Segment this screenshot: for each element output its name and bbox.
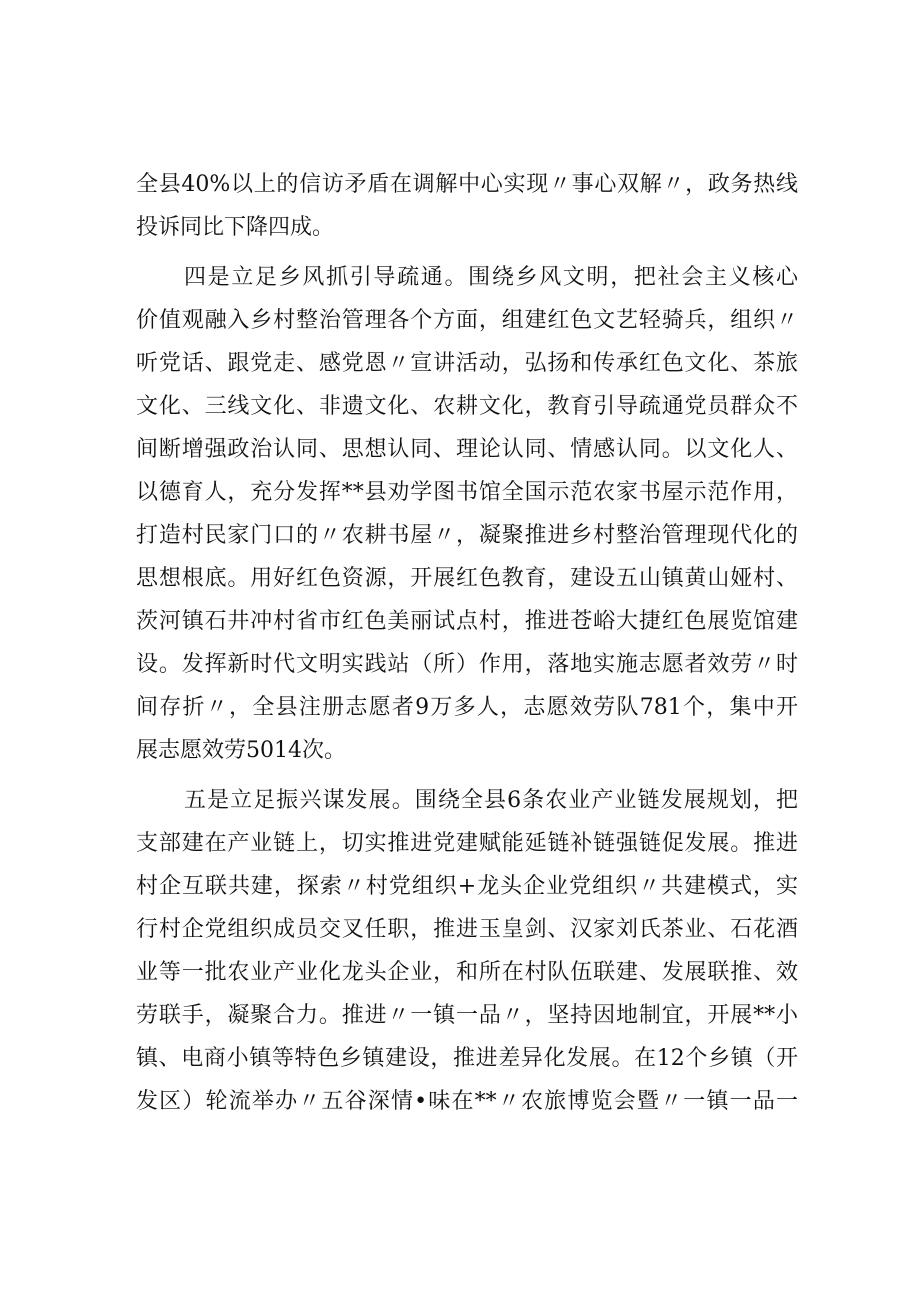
text-line: 价值观融入乡村整治管理各个方面，组建红色文艺轻骑兵，组织〃 (136, 308, 798, 333)
text-line: 五是立足振兴谋发展。围绕全县6条农业产业链发展规划，把 (184, 788, 798, 813)
text-line: 思想根底。用好红色资源，开展红色教育，建设五山镇黄山娅村、 (136, 566, 798, 591)
text-line: 文化、三线文化、非遗文化、农耕文化，教育引导疏通党员群众不 (136, 394, 798, 419)
text-line: 设。发挥新时代文明实践站（所）作用，落地实施志愿者效劳〃时 (136, 652, 798, 677)
text-line: 发区）轮流举办〃五谷深情•味在**〃农旅博览会暨〃一镇一品一 (136, 1089, 798, 1114)
text-line: 镇、电商小镇等特色乡镇建设，推进差异化发展。在12个乡镇（开 (136, 1046, 798, 1071)
text-line: 劳联手，凝聚合力。推进〃一镇一品〃，坚持因地制宜，开展**小 (136, 1003, 798, 1028)
text-line: 茨河镇石井冲村省市红色美丽试点村，推进苍峪大捷红色展览馆建 (136, 609, 798, 634)
text-line: 间存折〃，全县注册志愿者9万多人，志愿效劳队781个，集中开 (136, 695, 798, 720)
text-line: 打造村民家门口的〃农耕书屋〃，凝聚推进乡村整治管理现代化的 (136, 523, 798, 548)
text-line: 行村企党组织成员交叉任职，推进玉皇剑、汉家刘氏茶业、石花酒 (136, 917, 798, 942)
text-line: 村企互联共建，探索〃村党组织+龙头企业党组织〃共建模式，实 (136, 874, 798, 899)
text-line: 全县40%以上的信访矛盾在调解中心实现〃事心双解〃，政务热线 (136, 172, 798, 197)
text-line: 展志愿效劳5014次。 (136, 738, 346, 763)
text-line: 以德育人，充分发挥**县劝学图书馆全国示范农家书屋示范作用， (136, 480, 798, 505)
text-line: 间断增强政治认同、思想认同、理论认同、情感认同。以文化人、 (136, 437, 798, 462)
text-line: 投诉同比下降四成。 (136, 215, 335, 240)
text-line: 支部建在产业链上，切实推进党建赋能延链补链强链促发展。推进 (136, 831, 798, 856)
text-line: 业等一批农业产业化龙头企业，和所在村队伍联建、发展联推、效 (136, 960, 798, 985)
text-line: 四是立足乡风抓引导疏通。围绕乡风文明，把社会主义核心 (184, 265, 798, 290)
text-line: 听党话、跟党走、感党恩〃宣讲活动，弘扬和传承红色文化、茶旅 (136, 351, 798, 376)
